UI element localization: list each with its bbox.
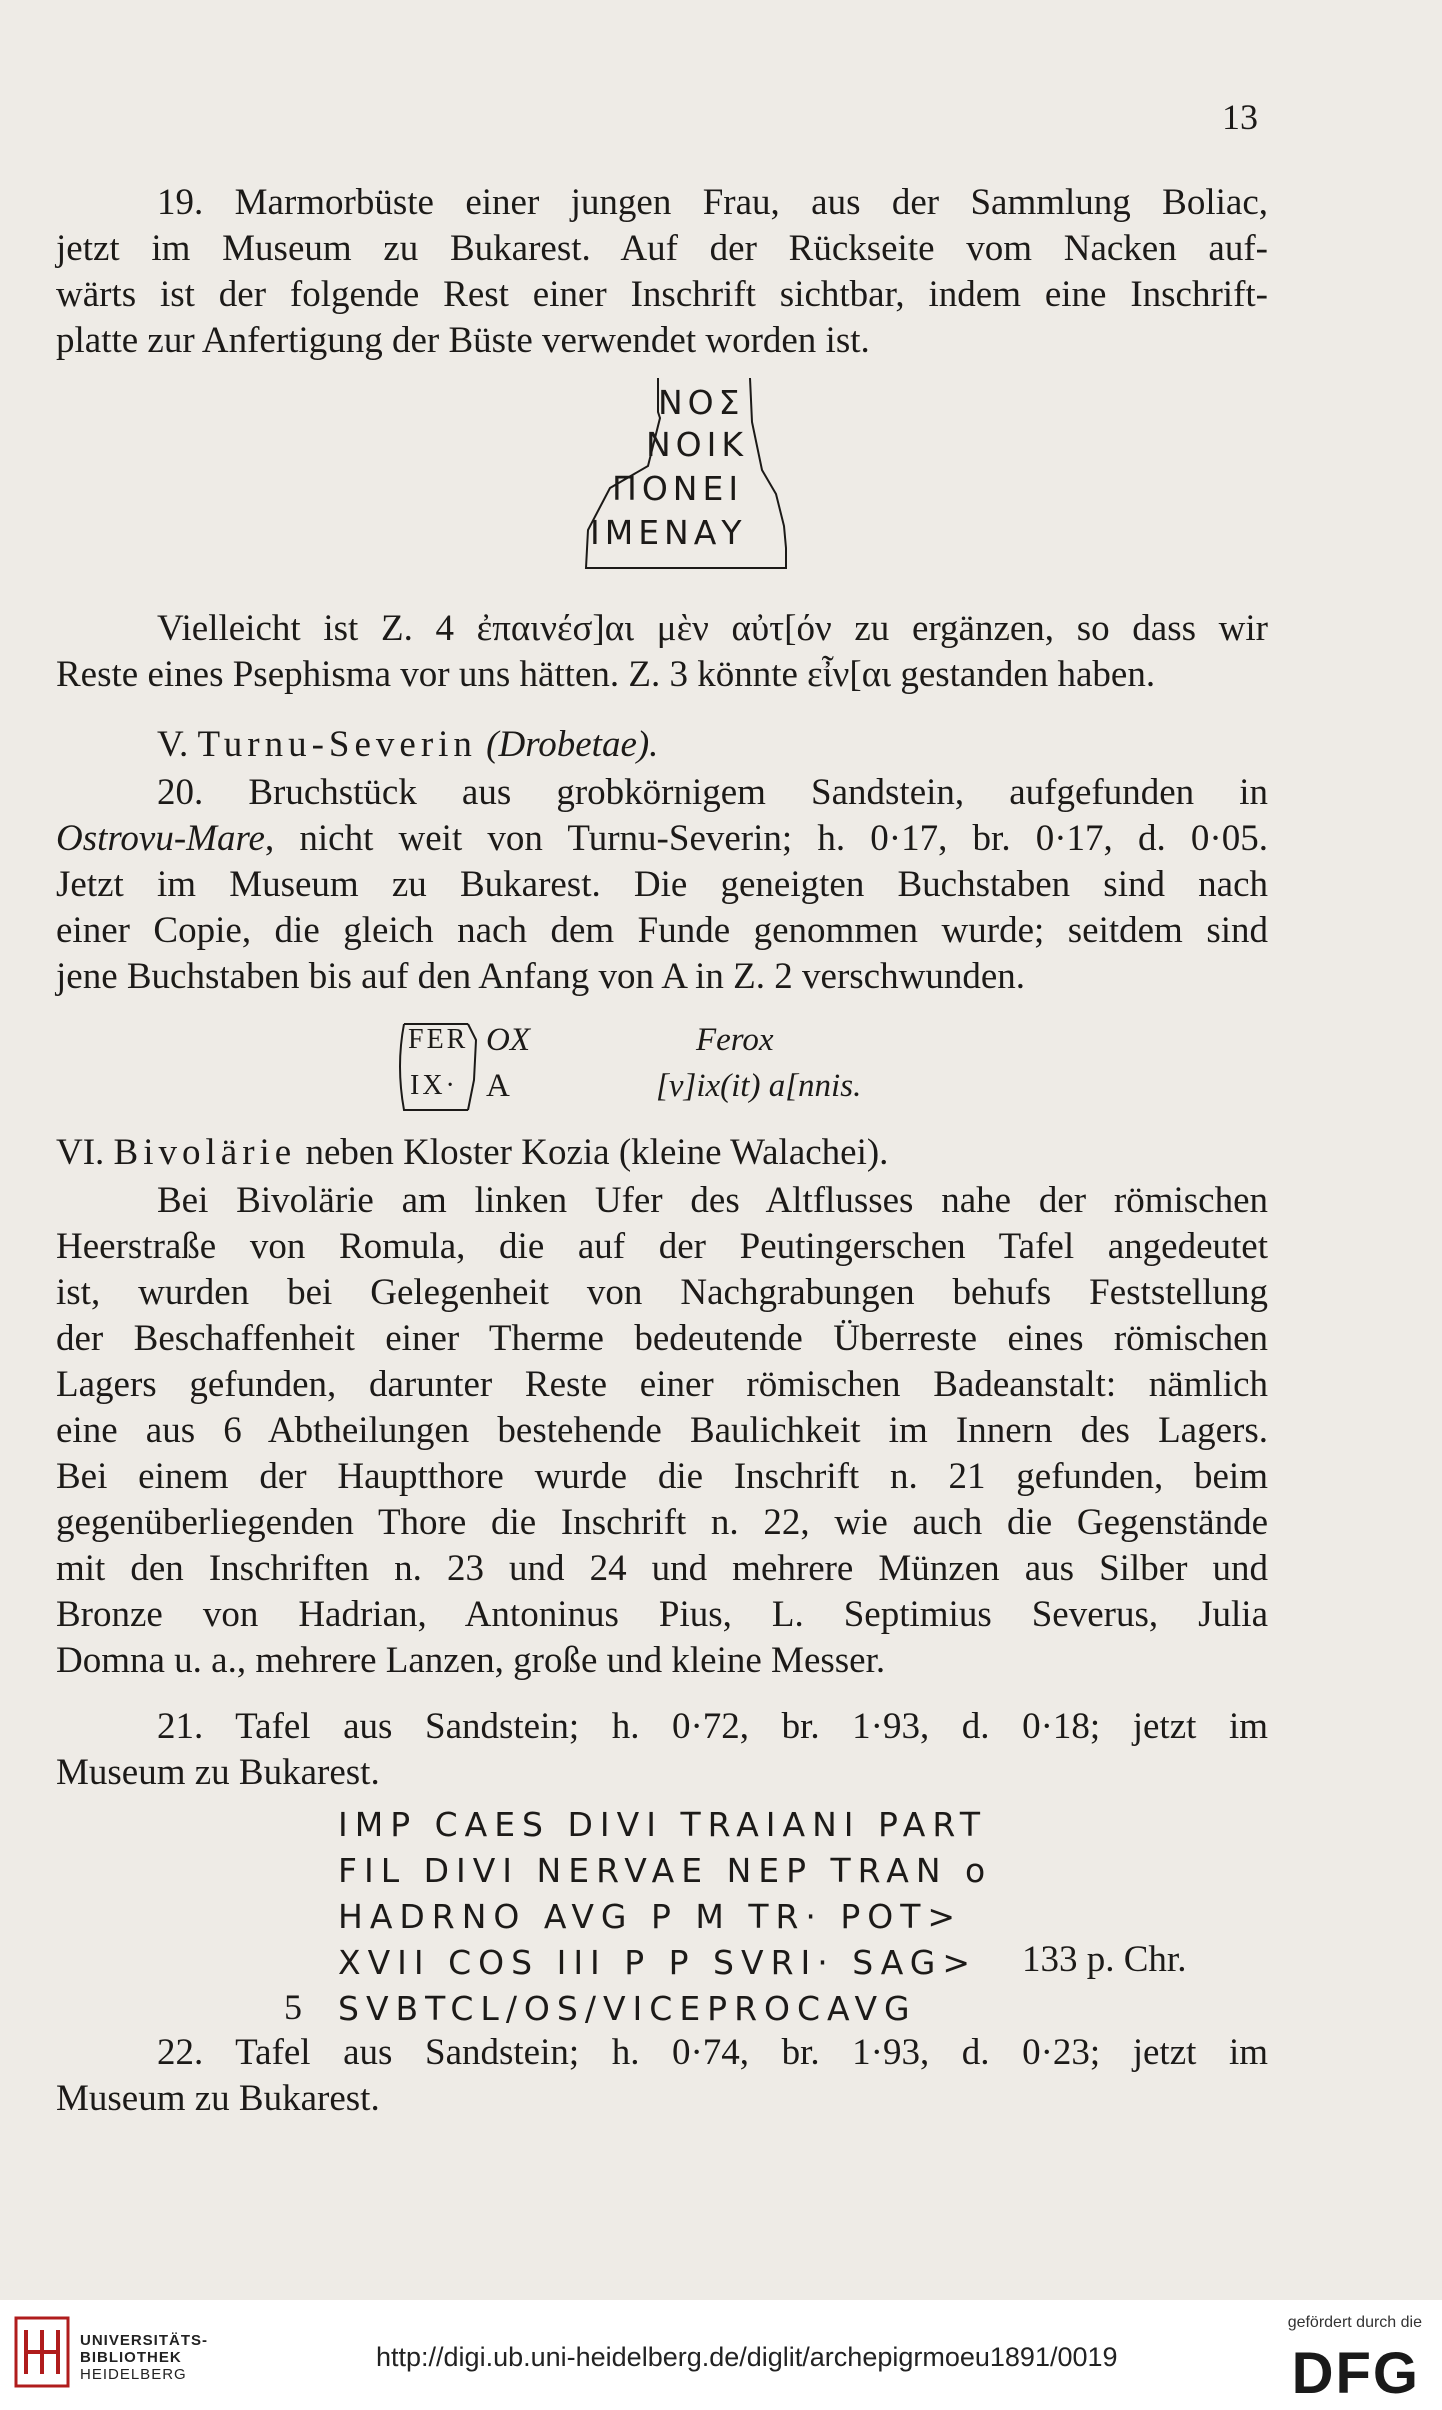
latin-line-4: XVII COS III P P SVRI· SAG>	[338, 1943, 977, 1982]
insc20-line1-rest: OX	[486, 1022, 530, 1058]
p6-line: Heerstraße von Romula, die auf der Peutingerschen Tafel angedeutet	[56, 1226, 1268, 1267]
greek-line-4: ΙΜΕΝΑΥ	[590, 513, 747, 552]
p6-line: mit den Inschriften n. 23 und 24 und mehrere Münzen aus Silber und	[56, 1548, 1268, 1589]
p22-line: Museum zu Bukarest.	[56, 2078, 380, 2119]
p20-line: Jetzt im Museum zu Bukarest. Die geneigten Buchstaben sind nach	[56, 864, 1268, 905]
latin-line-1: IMP CAES DIVI TRAIANI PART	[338, 1805, 988, 1844]
p6-line: gegenüberliegenden Thore die Inschrift n. 22, wie auch die Gegenstände	[56, 1502, 1268, 1543]
section-v-latin-name: (Drobetae).	[486, 724, 659, 765]
dfg-logo: DFG	[1291, 2341, 1420, 2406]
latin-line-2: FIL DIVI NERVAE NEP TRAN o	[338, 1851, 993, 1890]
p6-line: Bronze von Hadrian, Antoninus Pius, L. Septimius Severus, Julia	[56, 1594, 1268, 1635]
university-library-logo-icon	[14, 2316, 70, 2388]
greek-line-1: ΝΟΣ	[658, 383, 745, 422]
greek-line-2: ΝΟΙΚ	[646, 425, 749, 464]
p21-line: Museum zu Bukarest.	[56, 1752, 380, 1793]
p19b-line: Vielleicht ist Z. 4 ἐπαινέσ]αι μὲν αὐτ[όν zu ergänzen, so dass wir	[157, 608, 1268, 649]
p20-line2-rest: , nicht weit von Turnu-Severin; h. 0·17, br. 0·17, d. 0·05.	[264, 818, 1268, 859]
p6-line: eine aus 6 Abtheilungen bestehende Baulichkeit im Innern des Lagers.	[56, 1410, 1268, 1451]
p20-line	[56, 816, 1268, 862]
paragraph-bivolarie	[56, 1178, 1268, 1684]
p6-line: Bei Bivolärie am linken Ufer des Altflusses nahe der römischen	[157, 1180, 1268, 1221]
greek-inscription-fragment	[540, 376, 790, 571]
p6-line: der Beschaffenheit einer Therme bedeutende Überreste eines römischen	[56, 1318, 1268, 1359]
p19-line: jetzt im Museum zu Bukarest. Auf der Rückseite vom Nacken auf-	[56, 228, 1268, 269]
date-note: 133 p. Chr.	[1022, 1939, 1187, 1980]
p21-line: 21. Tafel aus Sandstein; h. 0·72, br. 1·93, d. 0·18; jetzt im	[157, 1706, 1268, 1747]
p6-line: Bei einem der Hauptthore wurde die Inschrift n. 21 gefunden, beim	[56, 1456, 1268, 1497]
paragraph-20	[56, 770, 1268, 1000]
p20-line: 20. Bruchstück aus grobkörnigem Sandstein, aufgefunden in	[157, 772, 1268, 813]
p19b-line: Reste eines Psephisma vor uns hätten. Z. 3 könnte εἶν[αι gestanden haben.	[56, 654, 1156, 695]
p6-line: Domna u. a., mehrere Lanzen, große und kleine Messer.	[56, 1640, 886, 1681]
section-vi-place: Bivolärie	[113, 1132, 297, 1173]
section-v-place: Turnu-Severin	[197, 724, 477, 765]
latin-line-number: 5	[284, 1987, 302, 2027]
library-name-line: HEIDELBERG	[80, 2366, 187, 2383]
section-v-number: V.	[157, 724, 189, 765]
p22-line: 22. Tafel aus Sandstein; h. 0·74, br. 1·93, d. 0·23; jetzt im	[157, 2032, 1268, 2073]
insc20-line2-box: IX·	[410, 1070, 458, 1101]
funded-by-label: gefördert durch die	[1287, 2314, 1422, 2331]
latin-inscription-21	[338, 1802, 992, 2032]
section-vi-heading	[56, 1130, 1268, 1176]
library-name-line: UNIVERSITÄTS-	[80, 2332, 209, 2349]
insc20-line2-rest: A	[486, 1068, 510, 1104]
p6-line: ist, wurden bei Gelegenheit von Nachgrabungen behufs Feststellung	[56, 1272, 1268, 1313]
section-v-heading	[56, 722, 1268, 768]
paragraph-22	[56, 2030, 1268, 2122]
insc20-reading-1: Ferox	[696, 1022, 774, 1058]
greek-line-3: ΠΟΝΕΙ	[612, 469, 744, 508]
paragraph-19-commentary	[56, 606, 1268, 698]
latin-line-3: HADRNO AVG P M TR· POT>	[338, 1897, 963, 1936]
p20-line: jene Buchstaben bis auf den Anfang von A in Z. 2 verschwunden.	[56, 956, 1025, 997]
paragraph-21	[56, 1704, 1268, 1796]
latin-line-5: SVBTCL/OS/VICEPROCAVG	[338, 1989, 917, 2028]
p19-line: platte zur Anfertigung der Büste verwendet worden ist.	[56, 320, 870, 361]
p19-line: 19. Marmorbüste einer jungen Frau, aus der Sammlung Boliac,	[157, 182, 1268, 223]
p19-line: wärts ist der folgende Rest einer Inschrift sichtbar, indem eine Inschrift-	[56, 274, 1268, 315]
p6-line: Lagers gefunden, darunter Reste einer römischen Badeanstalt: nämlich	[56, 1364, 1268, 1405]
page-number: 13	[1222, 97, 1258, 137]
permalink[interactable]: http://digi.ub.uni-heidelberg.de/diglit/archepigrmoeu1891/0019	[376, 2342, 1118, 2372]
insc20-line1-box: FER	[408, 1024, 469, 1055]
paragraph-19	[56, 180, 1268, 364]
section-vi-number: VI.	[56, 1132, 105, 1173]
library-name-line: BIBLIOTHEK	[80, 2349, 182, 2366]
section-vi-rest: neben Kloster Kozia (kleine Walachei).	[305, 1132, 889, 1173]
library-name	[80, 2332, 208, 2383]
p20-line: einer Copie, die gleich nach dem Funde genommen wurde; seitdem sind	[56, 910, 1268, 951]
section-vi-line	[56, 1130, 1268, 1176]
p20-place: Ostrovu-Mare	[56, 818, 265, 859]
insc20-reading-2: [v]ix(it) a[nnis.	[656, 1068, 862, 1104]
